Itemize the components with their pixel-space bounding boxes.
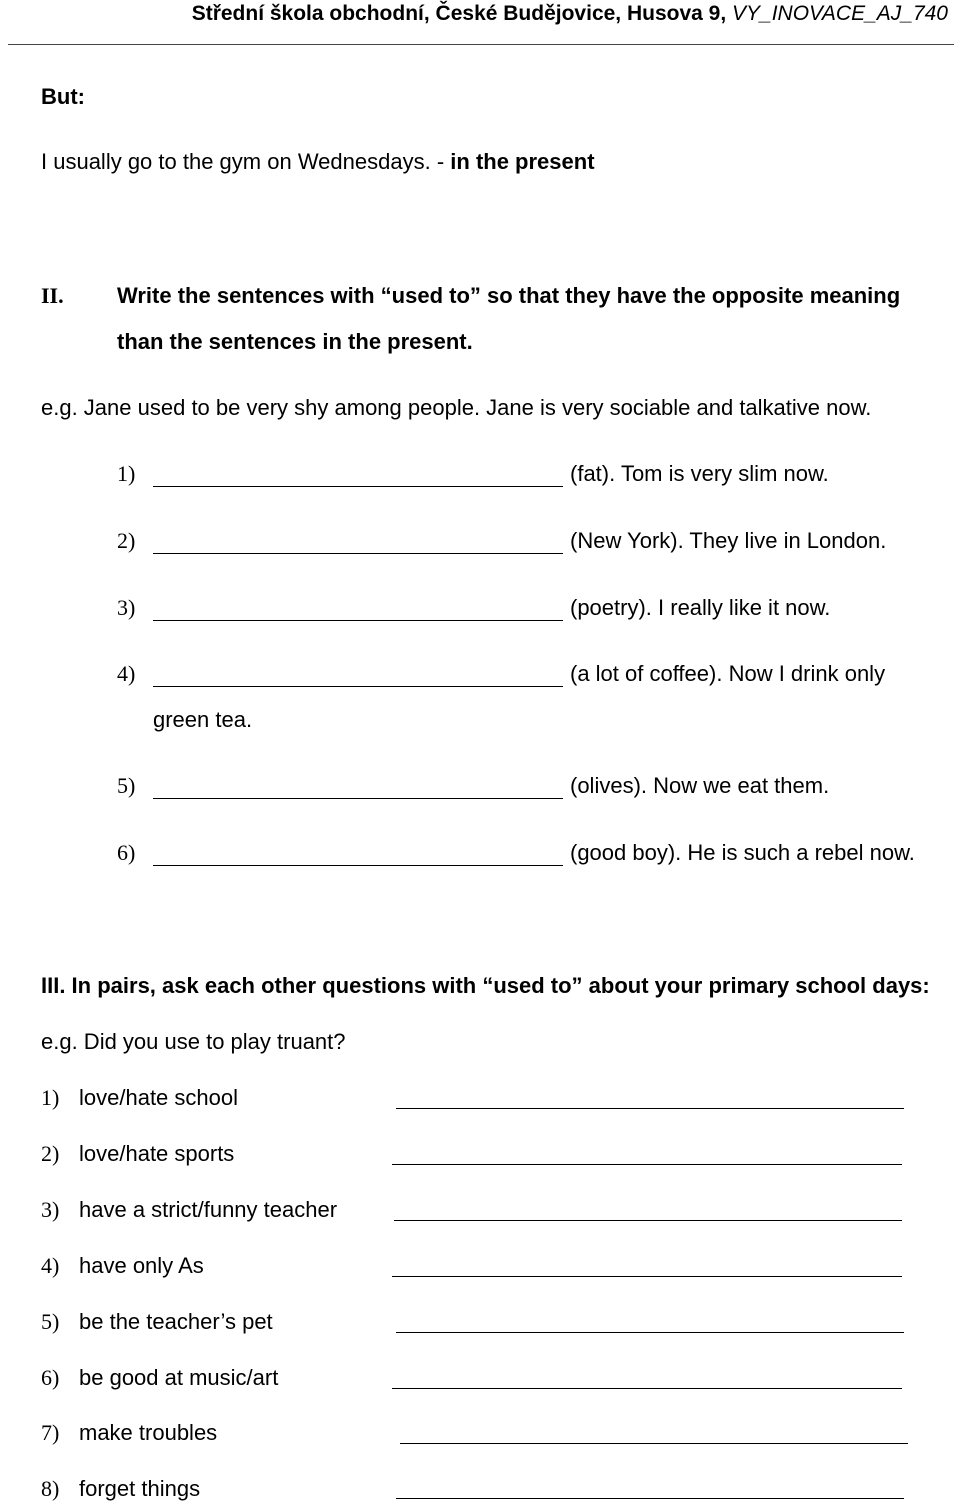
item-text: (New York). They live in London. <box>570 528 887 553</box>
item-text: be good at music/art <box>79 1365 279 1390</box>
item-text: forget things <box>79 1476 201 1501</box>
item-text: (poetry). I really like it now. <box>570 595 831 620</box>
answer-blank[interactable] <box>396 1332 904 1333</box>
item-text: (olives). Now we eat them. <box>570 773 830 798</box>
section2-example: e.g. Jane used to be very shy among people. Jane is very sociable and talkative now. <box>41 395 872 420</box>
item-number: 1) <box>41 1085 60 1110</box>
item-text: (good boy). He is such a rebel now. <box>570 840 915 865</box>
present-sentence: I usually go to the gym on Wednesdays. - <box>41 149 445 174</box>
item-number: 7) <box>41 1420 60 1445</box>
section2-numeral: II. <box>41 283 64 308</box>
item-number: 5) <box>41 1309 60 1334</box>
answer-blank[interactable] <box>400 1443 908 1444</box>
answer-blank[interactable] <box>392 1276 902 1277</box>
item-text: love/hate school <box>79 1085 238 1110</box>
answer-blank[interactable] <box>153 553 563 554</box>
answer-blank[interactable] <box>153 620 563 621</box>
item-text: (fat). Tom is very slim now. <box>570 461 829 486</box>
item-number: 5) <box>117 773 136 798</box>
answer-blank[interactable] <box>394 1220 902 1221</box>
answer-blank[interactable] <box>392 1388 902 1389</box>
item-number: 1) <box>117 461 136 486</box>
item-number: 4) <box>117 661 136 686</box>
section2-instruction-line2: than the sentences in the present. <box>117 329 473 354</box>
item-number: 2) <box>117 528 136 553</box>
item-number: 2) <box>41 1141 60 1166</box>
document-code: VY_INOVACE_AJ_740 <box>732 2 948 25</box>
header-divider <box>8 44 954 45</box>
answer-blank[interactable] <box>396 1498 904 1499</box>
section3-title: III. In pairs, ask each other questions with “used to” about your primary school days: <box>41 973 930 998</box>
item-text: love/hate sports <box>79 1141 235 1166</box>
section3-example: e.g. Did you use to play truant? <box>41 1029 346 1054</box>
present-example <box>41 149 595 175</box>
item-number: 3) <box>41 1197 60 1222</box>
item-number: 6) <box>117 840 136 865</box>
item-number: 3) <box>117 595 136 620</box>
section2-instruction-line1: Write the sentences with “used to” so that they have the opposite meaning <box>117 283 901 308</box>
answer-blank[interactable] <box>153 686 563 687</box>
answer-blank[interactable] <box>153 486 563 487</box>
answer-blank[interactable] <box>396 1108 904 1109</box>
item-text: have a strict/funny teacher <box>79 1197 338 1222</box>
item-number: 6) <box>41 1365 60 1390</box>
item-text: be the teacher’s pet <box>79 1309 273 1334</box>
answer-blank[interactable] <box>392 1164 902 1165</box>
item-text: make troubles <box>79 1420 218 1445</box>
answer-blank[interactable] <box>153 865 563 866</box>
item-text: have only As <box>79 1253 204 1278</box>
but-label: But: <box>41 84 85 109</box>
item-number: 4) <box>41 1253 60 1278</box>
item-continuation: green tea. <box>153 707 253 732</box>
item-text: (a lot of coffee). Now I drink only <box>570 661 886 686</box>
present-note: in the present <box>450 149 595 174</box>
school-name: Střední škola obchodní, České Budějovice, Husova 9, <box>191 2 727 25</box>
answer-blank[interactable] <box>153 798 563 799</box>
page-header <box>192 2 948 26</box>
item-number: 8) <box>41 1476 60 1501</box>
